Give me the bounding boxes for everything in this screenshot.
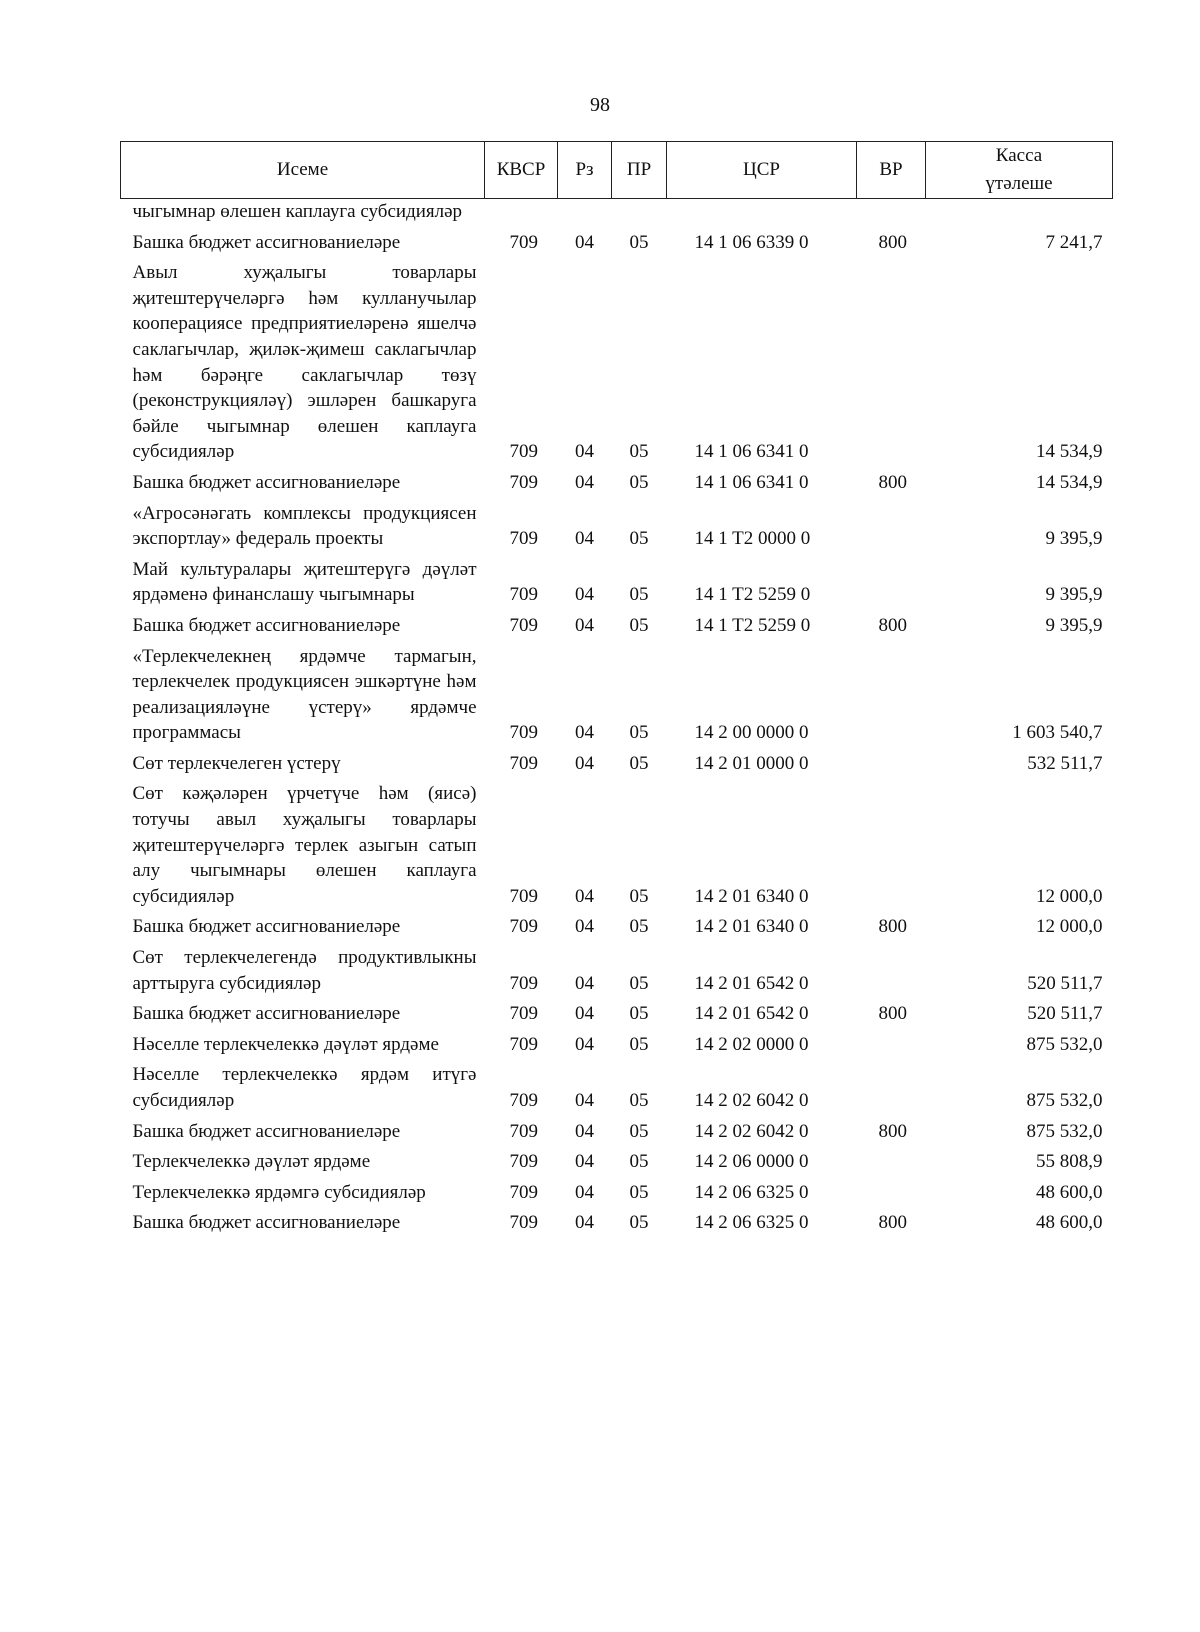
row-vr: 800 xyxy=(878,231,907,253)
header-cash-line2: үтәлеше xyxy=(985,173,1053,194)
row-cash-execution: 55 808,9 xyxy=(1036,1151,1103,1173)
row-csr: 14 1 T2 5259 0 xyxy=(694,614,811,636)
table-row xyxy=(121,751,1113,782)
row-vr: 800 xyxy=(878,1003,907,1025)
row-name: Терлекчелеккә дәүләт ярдәме xyxy=(132,1151,371,1173)
row-vr xyxy=(857,945,926,1001)
row-rz: 04 xyxy=(575,1212,594,1234)
row-pr: 05 xyxy=(629,1120,649,1142)
row-kvsr: 709 xyxy=(509,584,538,606)
row-cash-execution: 875 532,0 xyxy=(1026,1120,1103,1142)
row-csr: 14 2 06 6325 0 xyxy=(694,1181,809,1203)
row-pr: 05 xyxy=(629,722,649,744)
row-csr: 14 2 00 0000 0 xyxy=(694,722,809,744)
table-row xyxy=(121,1119,1113,1150)
row-vr: 800 xyxy=(878,614,907,636)
row-rz: 04 xyxy=(575,752,594,774)
row-name: Башка бюджет ассигнованиеләре xyxy=(132,1120,401,1142)
row-csr: 14 2 02 6042 0 xyxy=(694,1090,809,1111)
row-pr: 05 xyxy=(629,471,649,493)
row-rz: 04 xyxy=(575,528,594,550)
row-name: Башка бюджет ассигнованиеләре xyxy=(132,1212,401,1234)
row-vr xyxy=(857,260,926,470)
row-pr: 05 xyxy=(629,1003,649,1025)
row-cash-execution: 9 395,9 xyxy=(1045,584,1103,606)
row-rz: 04 xyxy=(575,1181,594,1203)
row-rz: 04 xyxy=(575,972,594,994)
row-csr: 14 2 01 6542 0 xyxy=(694,1003,809,1025)
header-rz: Рз xyxy=(558,142,612,199)
row-cash-execution: 520 511,7 xyxy=(1027,972,1103,994)
table-row xyxy=(121,1149,1113,1180)
row-rz xyxy=(558,199,612,230)
row-csr: 14 2 02 0000 0 xyxy=(694,1033,809,1055)
table-row xyxy=(121,260,1113,470)
row-rz: 04 xyxy=(575,471,594,493)
table-row xyxy=(121,613,1113,644)
row-kvsr: 709 xyxy=(509,1120,538,1142)
header-pr: ПР xyxy=(612,142,667,199)
row-name: Нәселле терлекчелеккә дәүләт ярдәме xyxy=(132,1033,439,1055)
row-vr: 800 xyxy=(878,1120,907,1142)
row-cash-execution: 48 600,0 xyxy=(1036,1181,1103,1203)
row-name: Башка бюджет ассигнованиеләре xyxy=(132,614,401,636)
row-csr: 14 2 01 6542 0 xyxy=(694,972,809,994)
row-pr: 05 xyxy=(629,441,649,463)
row-csr: 14 2 02 6042 0 xyxy=(694,1120,809,1142)
header-vr: ВР xyxy=(857,142,926,199)
header-csr: ЦСР xyxy=(667,142,857,199)
row-pr: 05 xyxy=(629,752,649,774)
table-row xyxy=(121,230,1113,261)
row-kvsr: 709 xyxy=(509,471,538,493)
row-pr: 05 xyxy=(629,972,649,994)
row-rz: 04 xyxy=(575,1033,594,1055)
row-cash-execution: 875 532,0 xyxy=(1026,1033,1103,1055)
row-cash-execution: 14 534,9 xyxy=(1036,441,1103,463)
row-vr xyxy=(857,557,926,613)
row-name: Авыл хуҗалыгы товарлары җитештерүчеләргә һәм кулланучылар кооперациясе предприятиеләренә яшелчә саклагычлар, җиләк-җимеш саклагычлар һәм бәрәңге саклагычлар төзү (реконструкцияләү) эшләрен башкаруга бәйле чыгымнар өлешен каплауга субсидияләр xyxy=(132,262,477,463)
row-cash-execution: 48 600,0 xyxy=(1036,1212,1103,1234)
row-rz: 04 xyxy=(575,722,594,744)
row-name: Сөт кәҗәләрен үрчетүче һәм (яисә) тотучы авыл хуҗалыгы товарлары җитештерүчеләргә терлек азыгын сатып алу чыгымнары өлешен каплауга субсидияләр xyxy=(132,783,477,907)
row-csr: 14 1 06 6339 0 xyxy=(694,231,809,253)
row-cash-execution: 12 000,0 xyxy=(1036,916,1103,938)
row-kvsr: 709 xyxy=(509,441,538,463)
row-cash-execution: 12 000,0 xyxy=(1036,885,1103,907)
table-row xyxy=(121,1210,1113,1241)
row-csr: 14 2 01 6340 0 xyxy=(694,916,809,938)
row-csr: 14 1 06 6341 0 xyxy=(694,441,809,463)
row-csr: 14 2 01 6340 0 xyxy=(694,885,809,907)
row-kvsr: 709 xyxy=(509,231,538,253)
row-cash-execution xyxy=(926,199,1113,230)
table-row xyxy=(121,914,1113,945)
row-pr: 05 xyxy=(629,231,649,253)
table-row xyxy=(121,557,1113,613)
row-vr xyxy=(857,1062,926,1118)
row-cash-execution: 7 241,7 xyxy=(1045,231,1103,253)
row-pr: 05 xyxy=(629,1090,649,1111)
row-vr xyxy=(857,199,926,230)
row-kvsr: 709 xyxy=(509,916,538,938)
row-csr: 14 1 T2 0000 0 xyxy=(694,528,811,550)
row-name: Башка бюджет ассигнованиеләре xyxy=(132,1003,401,1025)
table-row xyxy=(121,501,1113,557)
row-kvsr: 709 xyxy=(509,1212,538,1234)
row-rz: 04 xyxy=(575,584,594,606)
row-pr: 05 xyxy=(629,528,649,550)
table-row xyxy=(121,945,1113,1001)
row-name: «Терлекчелекнең ярдәмче тармагын, терлекчелек продукциясен эшкәртүне һәм реализацияләүне үстерү» ярдәмче программасы xyxy=(132,645,477,744)
row-kvsr: 709 xyxy=(509,752,538,774)
row-pr xyxy=(612,199,667,230)
row-kvsr: 709 xyxy=(509,1090,538,1111)
row-pr: 05 xyxy=(629,885,649,907)
row-cash-execution: 9 395,9 xyxy=(1045,614,1103,636)
row-pr: 05 xyxy=(629,1151,649,1173)
header-cash-line1: Касса xyxy=(995,145,1043,166)
row-kvsr xyxy=(485,199,558,230)
row-csr: 14 1 06 6341 0 xyxy=(694,471,809,493)
row-name: Нәселле терлекчелеккә ярдәм итүгә субсидияләр xyxy=(132,1064,477,1111)
table-row xyxy=(121,1001,1113,1032)
row-cash-execution: 875 532,0 xyxy=(1026,1090,1103,1111)
table-header xyxy=(121,142,1113,199)
row-rz: 04 xyxy=(575,1090,594,1111)
table-body xyxy=(121,199,1113,1241)
row-kvsr: 709 xyxy=(509,885,538,907)
row-kvsr: 709 xyxy=(509,972,538,994)
row-rz: 04 xyxy=(575,1120,594,1142)
row-kvsr: 709 xyxy=(509,1181,538,1203)
header-name: Исеме xyxy=(121,142,485,199)
table-row xyxy=(121,470,1113,501)
row-kvsr: 709 xyxy=(509,1003,538,1025)
row-kvsr: 709 xyxy=(509,1151,538,1173)
budget-table xyxy=(120,141,1113,1241)
row-rz: 04 xyxy=(575,614,594,636)
row-cash-execution: 9 395,9 xyxy=(1045,528,1103,550)
row-vr xyxy=(857,751,926,782)
row-pr: 05 xyxy=(629,916,649,938)
row-rz: 04 xyxy=(575,441,594,463)
row-name: чыгымнар өлешен каплауга субсидияләр xyxy=(132,201,463,222)
row-vr xyxy=(857,781,926,914)
row-kvsr: 709 xyxy=(509,1033,538,1055)
row-rz: 04 xyxy=(575,1003,594,1025)
row-csr: 14 2 06 0000 0 xyxy=(694,1151,809,1173)
row-name: Сөт терлекчелеген үстерү xyxy=(132,752,341,774)
row-cash-execution: 520 511,7 xyxy=(1027,1003,1103,1025)
row-cash-execution: 14 534,9 xyxy=(1036,471,1103,493)
table-row xyxy=(121,1032,1113,1063)
row-cash-execution: 532 511,7 xyxy=(1027,752,1103,774)
header-cash-execution xyxy=(926,142,1113,199)
row-pr: 05 xyxy=(629,1212,649,1234)
row-pr: 05 xyxy=(629,614,649,636)
row-csr xyxy=(667,199,857,230)
row-vr: 800 xyxy=(878,1212,907,1234)
row-vr xyxy=(857,644,926,751)
row-name: Май культуралары җитештерүгә дәүләт ярдәменә финанслашу чыгымнары xyxy=(132,558,477,606)
row-rz: 04 xyxy=(575,916,594,938)
table-row xyxy=(121,199,1113,230)
row-pr: 05 xyxy=(629,1181,649,1203)
row-vr xyxy=(857,1180,926,1211)
row-cash-execution: 1 603 540,7 xyxy=(1012,722,1103,744)
row-csr: 14 1 T2 5259 0 xyxy=(694,584,811,606)
row-name: «Агросәнәгать комплексы продукциясен экспортлау» федераль проекты xyxy=(132,502,477,550)
row-rz: 04 xyxy=(575,1151,594,1173)
row-vr xyxy=(857,1149,926,1180)
row-rz: 04 xyxy=(575,231,594,253)
row-name: Башка бюджет ассигнованиеләре xyxy=(132,231,401,253)
row-name: Сөт терлекчелегендә продуктивлыкны арттыруга субсидияләр xyxy=(132,947,477,994)
row-csr: 14 2 01 0000 0 xyxy=(694,752,809,774)
row-name: Башка бюджет ассигнованиеләре xyxy=(132,916,401,938)
row-vr: 800 xyxy=(878,471,907,493)
table-row xyxy=(121,781,1113,914)
row-kvsr: 709 xyxy=(509,614,538,636)
row-pr: 05 xyxy=(629,1033,649,1055)
row-vr xyxy=(857,501,926,557)
row-pr: 05 xyxy=(629,584,649,606)
table-row xyxy=(121,644,1113,751)
row-kvsr: 709 xyxy=(509,528,538,550)
row-name: Терлекчелеккә ярдәмгә субсидияләр xyxy=(132,1181,426,1203)
row-name: Башка бюджет ассигнованиеләре xyxy=(132,471,401,493)
header-kvsr: КВСР xyxy=(485,142,558,199)
table-row xyxy=(121,1062,1113,1118)
row-rz: 04 xyxy=(575,885,594,907)
row-vr xyxy=(857,1032,926,1063)
table-row xyxy=(121,1180,1113,1211)
row-csr: 14 2 06 6325 0 xyxy=(694,1212,809,1234)
row-kvsr: 709 xyxy=(509,722,538,744)
row-vr: 800 xyxy=(878,916,907,938)
page-number: 98 xyxy=(590,94,610,116)
